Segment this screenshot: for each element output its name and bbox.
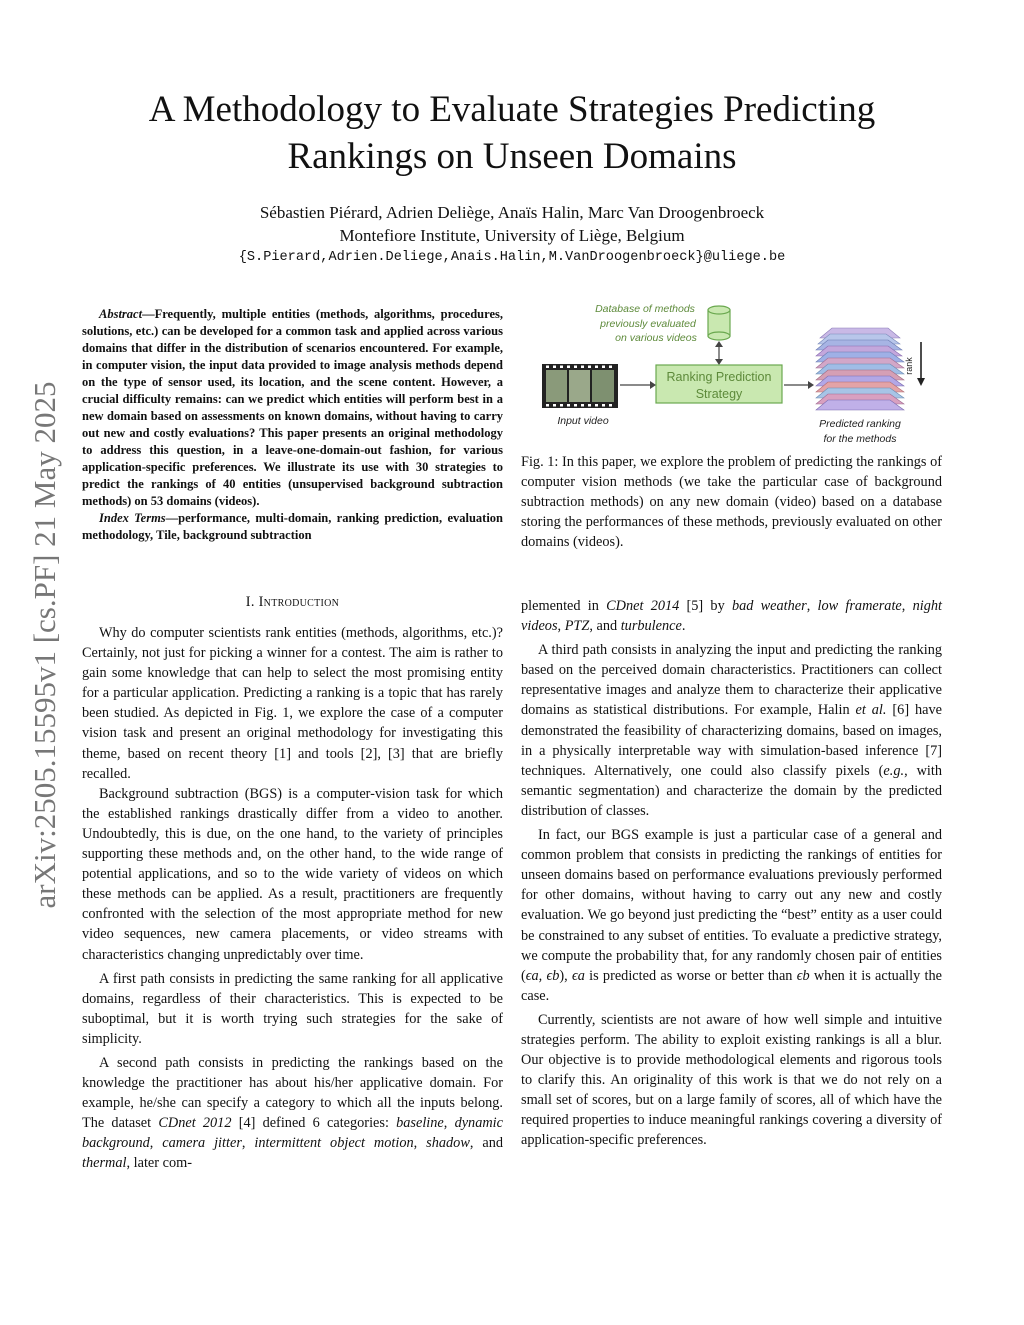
eg: e.g. bbox=[883, 762, 905, 779]
intro-paragraph-in-fact bbox=[521, 825, 942, 1006]
predicted-ranking-stack bbox=[816, 328, 904, 410]
intro-paragraph-third-path bbox=[521, 640, 942, 821]
p3-text-a: A third path consists in analyzing the input and predicting the ranking based on the perceived domain characteristics. Practitioners can collect representative images and analyze them to characterize their applicative domains as statistical distributions. For example, Halin bbox=[521, 642, 942, 719]
abstract-label: Abstract bbox=[99, 307, 143, 321]
category-shadow: shadow bbox=[426, 1135, 470, 1152]
rt-text-a: plemented in bbox=[521, 598, 607, 614]
db-label-1: Database of methods bbox=[595, 303, 695, 315]
arxiv-stamp: arXiv:2505.15595v1 [cs.PF] 21 May 2025 bbox=[27, 381, 62, 909]
intro-paragraph-3: A first path consists in predicting the same ranking for all applicative domains, regardless of their characteristics. This is expected to be suboptimal, but it is worth trying such strategies for the sake of simplicity. bbox=[82, 970, 503, 1047]
p3-text-c: , with semantic segmentation) and characterize the domain by the predicted distribution of classes. bbox=[521, 762, 942, 819]
caption-text: In this paper, we explore the problem of predicting the rankings of computer vision methods (we take the particular case of background subtraction methods) on any new domain (video) based on a database storing the performances of these methods, previously evaluated on other domains (videos). bbox=[521, 454, 943, 551]
section-title: Introduction bbox=[258, 594, 340, 610]
output-arrow bbox=[784, 381, 814, 389]
db-label-2: previously evaluated bbox=[600, 318, 696, 330]
category-intermittent-object-motion: intermittent object motion bbox=[254, 1135, 414, 1152]
affiliation: Montefiore Institute, University of Liège, Belgium bbox=[339, 226, 685, 245]
cdnet-2014: CDnet 2014 bbox=[606, 598, 680, 614]
figure-1-diagram bbox=[540, 300, 960, 452]
rt-text-b: [5] by bbox=[679, 598, 732, 614]
category-bad-weather: bad weather bbox=[731, 598, 807, 614]
cdnet-2012: CDnet 2012 bbox=[158, 1115, 232, 1132]
intro-paragraph-4: A second path consists in predicting the rankings based on the knowledge the practitioner has about his/her applicative domain. For example, he/she can specify a category to which all the inputs belong. The dataset CDnet 2012 [4] defined 6 categories: baseline, dynamic background, camera jitter, intermittent object motion, shadow, and thermal, later com- bbox=[82, 1054, 504, 1172]
title-line-1: A Methodology to Evaluate Strategies Predicting bbox=[148, 89, 876, 130]
index-terms-label: Index Terms bbox=[99, 511, 166, 525]
db-label-3: on various videos bbox=[615, 332, 697, 344]
index-terms-text: —performance, multi-domain, ranking prediction, evaluation methodology, Tile, background subtraction bbox=[82, 511, 503, 542]
category-low-framerate: low framerate bbox=[817, 598, 902, 614]
input-video-filmstrip bbox=[542, 364, 618, 408]
db-strategy-arrow bbox=[715, 341, 723, 365]
input-arrow bbox=[620, 381, 656, 389]
abstract-text: —Frequently, multiple entities (methods, algorithms, procedures, solutions, etc.) can be developed for a common task and applied across various domains that differ in the distribution of scenarios encountered. For example, in computer vision, the input data provided to image analysis methods depend on the type of sensor used, its location, and the scene content. However, a crucial difficulty remains: can we predict which entities will perform best in a new domain based on assessments on known domains, without having to carry out new and costly evaluations? This paper presents an original methodology to address this question, in a leave-one-domain-out fashion, for various application-specific preferences. We illustrate its use with 30 strategies to predict the rankings of 40 entities (unsupervised background subtraction methods) on 53 domains (videos). bbox=[82, 307, 503, 508]
abstract bbox=[82, 306, 503, 544]
p3-text-b: [6] have demonstrated the feasibility of characterizing domains, based on images, in a physically interpretable way with simulation-based inference [7] techniques. Alternatively, one could also classify pixels ( bbox=[521, 702, 942, 779]
category-night-videos: night videos bbox=[521, 598, 942, 635]
intro-paragraph-currently: Currently, scientists are not aware of how well simple and intuitive strategies perform. The ability to exploit existing rankings is all a blur. Our objective is to provide methodological elements and rigorous tools to clarify this. An originality of this work is that we do not rely on a small set of scores, but on a large family of scores, all of which have the required properties to induce meaningful rankings covering a diversity of application-specific preferences. bbox=[521, 1011, 942, 1149]
abstract-paragraph bbox=[82, 306, 503, 510]
pf-text-b: ), bbox=[559, 967, 572, 984]
rank-arrow bbox=[917, 342, 925, 386]
title-line-2: Rankings on Unseen Domains bbox=[287, 136, 737, 177]
intro-paragraph-2: Background subtraction (BGS) is a computer-vision task for which the established rankings drastically differ from a video to another. Undoubtedly, this is due, on the one hand, to the variety of principles supporting these methods and, on the other hand, to the wide range of potential applications, and so to the wide variety of videos on which these methods can be applied. As a result, practitioners are frequently confronted with the selection of the most appropriate method for new video sequences, new camera placements, or video streams with characteristics changing unpredictably over time. bbox=[82, 785, 503, 963]
entity-a: ϵa bbox=[571, 967, 585, 984]
predicted-label-1: Predicted ranking bbox=[819, 418, 901, 430]
category-baseline: baseline bbox=[396, 1115, 444, 1132]
category-thermal: thermal bbox=[82, 1155, 127, 1172]
rank-label: rank bbox=[904, 357, 914, 375]
author-emails: {S.Pierard,Adrien.Deliege,Anais.Halin,M.VanDroogenbroeck}@uliege.be bbox=[238, 250, 786, 265]
p4-text-c: , later com- bbox=[126, 1155, 192, 1172]
index-terms bbox=[82, 510, 503, 544]
category-turbulence: turbulence bbox=[620, 618, 682, 635]
pf-text-c: is predicted as worse or better than bbox=[584, 967, 797, 984]
paper-title bbox=[80, 86, 944, 180]
input-video-label: Input video bbox=[557, 415, 609, 427]
database-icon bbox=[708, 306, 730, 340]
figure-1-caption bbox=[521, 452, 942, 552]
pf-text-d: when it is actually the case. bbox=[521, 967, 942, 1004]
caption-prefix: Fig. 1: bbox=[521, 454, 559, 470]
rt-and: , and bbox=[589, 618, 621, 635]
intro-paragraph-1: Why do computer scientists rank entities (methods, algorithms, etc.)? Certainly, not just for picking a winner for a contest. The aim is rather to gain some knowledge that can help to select the most promising entity for a particular application. Predicting a ranking is a topic that has rarely been studied. As depicted in Fig. 1, we explore the case of a computer vision task and present an original methodology for investigating this theme, based on recent theory [1] and tools [2], [3] that are briefly recalled. bbox=[82, 625, 503, 782]
pf-text-a: In fact, our BGS example is just a particular case of a general and common problem that consists in predicting the rankings of entities for unseen domains based on performance evaluations previously performed for other domains, without having to carry out any new and costly evaluation. We go beyond just predicting the “best” entity as a user could be constrained to any subset of entities. To evaluate a predictive strategy, we compute the probability that, for any randomly chosen pair of entities ( bbox=[521, 827, 942, 984]
p4-text-a: A second path consists in predicting the rankings based on the knowledge the practitioner has about his/her applicative domain. For example, he/she can specify a category to which all the inputs belong. The dataset bbox=[82, 1054, 503, 1132]
section-heading bbox=[82, 594, 503, 611]
rt-end: . bbox=[681, 618, 686, 635]
left-column-body bbox=[82, 623, 503, 1174]
et-al: et al. bbox=[855, 702, 887, 719]
strategy-label-1: Ranking Prediction bbox=[666, 370, 772, 384]
category-ptz: PTZ bbox=[564, 618, 590, 635]
p4-text-b: [4] defined 6 categories: bbox=[231, 1115, 397, 1132]
category-dynamic-background: dynamic background bbox=[82, 1115, 503, 1152]
section-number: I. bbox=[245, 594, 255, 610]
intro-continuation: plemented in CDnet 2014 [5] by bad weather, low framerate, night videos, PTZ, and turbulence. bbox=[521, 598, 942, 635]
entity-b: ϵb bbox=[796, 967, 810, 984]
category-camera-jitter: camera jitter bbox=[162, 1135, 242, 1152]
predicted-label-2: for the methods bbox=[823, 433, 897, 445]
author-list: Sébastien Piérard, Adrien Deliège, Anaïs Halin, Marc Van Droogenbroeck bbox=[259, 203, 765, 222]
right-column-body bbox=[521, 596, 942, 1151]
strategy-label-2: Strategy bbox=[695, 387, 743, 401]
entity-pair: ϵa, ϵb bbox=[525, 967, 560, 984]
